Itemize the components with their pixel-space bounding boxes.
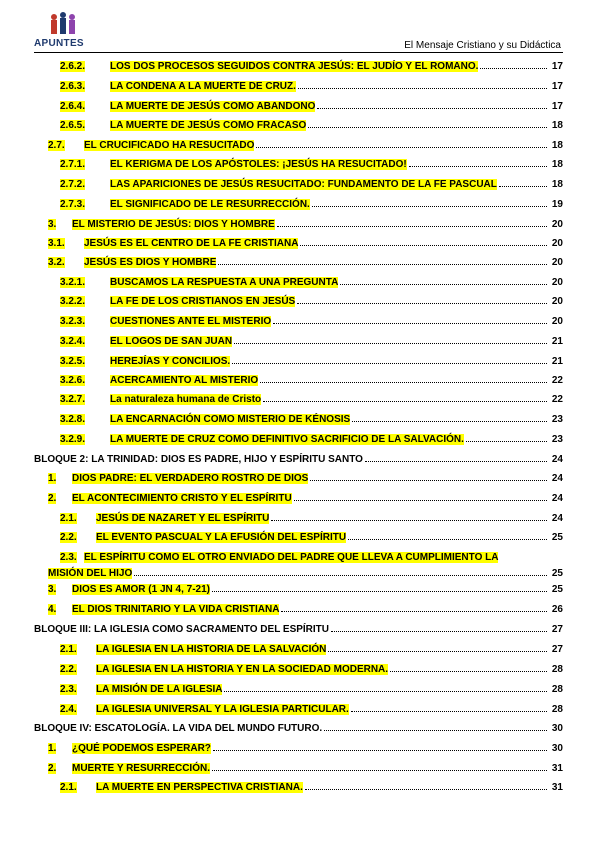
dot-leader: [390, 670, 547, 672]
toc-title: LA MISIÓN DE LA IGLESIA: [96, 684, 223, 695]
toc-row[interactable]: [0, 254, 599, 268]
toc-title: BLOQUE III: LA IGLESIA COMO SACRAMENTO DEL ESPÍRITU: [34, 624, 330, 635]
dot-leader: [409, 165, 547, 167]
toc-row[interactable]: [0, 581, 599, 595]
toc-row[interactable]: [0, 216, 599, 230]
toc-entry: [110, 156, 563, 170]
toc-row[interactable]: [0, 470, 599, 484]
toc-page-number: 18: [551, 120, 563, 131]
toc-page-number: 20: [551, 316, 563, 327]
toc-page-number: 23: [551, 414, 563, 425]
logo-figures-icon: [46, 12, 80, 38]
dot-leader: [273, 322, 547, 324]
toc-title: BLOQUE 2: LA TRINIDAD: DIOS ES PADRE, HIJO Y ESPÍRITU SANTO: [34, 454, 363, 465]
toc-entry: [96, 641, 563, 655]
toc-title: JESÚS DE NAZARET Y EL ESPÍRITU: [96, 513, 270, 524]
toc-page-number: 31: [551, 782, 563, 793]
toc-page-number: 20: [551, 296, 563, 307]
toc-row[interactable]: [0, 490, 599, 504]
toc-row[interactable]: [0, 661, 599, 675]
toc-entry: [34, 720, 563, 734]
toc-entry: [110, 274, 563, 288]
toc-page-number: 17: [551, 61, 563, 72]
toc-number: 3.2.7.: [60, 394, 86, 405]
toc-entry: [96, 681, 563, 695]
toc-number: 3.: [48, 584, 57, 595]
toc-row[interactable]: [0, 333, 599, 347]
dot-leader: [224, 690, 547, 692]
toc-title: JESÚS ES DIOS Y HOMBRE: [84, 257, 217, 268]
toc-number: 2.1.: [60, 782, 77, 793]
toc-entry: [110, 411, 563, 425]
toc-title: EL LOGOS DE SAN JUAN: [110, 336, 233, 347]
toc-number: 4.: [48, 604, 57, 615]
toc-page-number: 17: [551, 101, 563, 112]
toc-page-number: 21: [551, 356, 563, 367]
toc-page-number: 27: [551, 624, 563, 635]
toc-page-number: 26: [551, 604, 563, 615]
toc-page-number: 18: [551, 179, 563, 190]
toc-page-number: 21: [551, 336, 563, 347]
dot-leader: [281, 610, 547, 612]
toc-number: 2.4.: [60, 704, 77, 715]
toc-title: LA IGLESIA UNIVERSAL Y LA IGLESIA PARTICULAR.: [96, 704, 349, 715]
dot-leader: [317, 107, 547, 109]
toc-row[interactable]: [0, 156, 599, 170]
toc-entry: [34, 451, 563, 465]
toc-number: 3.1.: [48, 238, 65, 249]
toc-title: ¿QUÉ PODEMOS ESPERAR?: [72, 743, 211, 754]
dot-leader: [277, 225, 547, 227]
toc-entry: [96, 779, 563, 793]
toc-page-number: 20: [551, 277, 563, 288]
toc-number: 2.2.: [60, 532, 77, 543]
toc-number: 3.2.: [48, 257, 65, 268]
toc-page-number: 24: [551, 473, 563, 484]
toc-title: EL CRUCIFICADO HA RESUCITADO: [84, 140, 255, 151]
toc-entry: [110, 333, 563, 347]
toc-row[interactable]: [0, 293, 599, 307]
toc-page-number: 24: [551, 513, 563, 524]
toc-entry: [110, 353, 563, 367]
dot-leader: [212, 590, 547, 592]
toc-number: 2.2.: [60, 664, 77, 675]
toc-title: LA MUERTE DE JESÚS COMO ABANDONO: [110, 101, 316, 112]
toc-row[interactable]: [0, 274, 599, 288]
toc-row[interactable]: [0, 313, 599, 327]
toc-entry: [110, 196, 563, 210]
toc-row[interactable]: [0, 137, 599, 151]
toc-row[interactable]: [0, 431, 599, 445]
toc-page-number: 20: [551, 257, 563, 268]
dot-leader: [466, 440, 547, 442]
toc-row[interactable]: [0, 235, 599, 249]
toc-page-number: 24: [551, 454, 563, 465]
toc-page-number: 23: [551, 434, 563, 445]
toc-row[interactable]: [0, 760, 599, 774]
dot-leader: [256, 146, 547, 148]
dot-leader: [348, 538, 547, 540]
toc-entry: [96, 701, 563, 715]
toc-page-number: 25: [551, 568, 563, 579]
toc-page-number: 31: [551, 763, 563, 774]
dot-leader: [134, 574, 547, 576]
toc-entry: [96, 529, 563, 543]
toc-page-number: 28: [551, 684, 563, 695]
toc-entry: [84, 235, 563, 249]
dot-leader: [312, 205, 547, 207]
dot-leader: [271, 519, 547, 521]
toc-title: BLOQUE IV: ESCATOLOGÍA. LA VIDA DEL MUNDO FUTURO.: [34, 723, 323, 734]
toc-entry: [72, 581, 563, 595]
toc-entry: [110, 391, 563, 405]
toc-title: CUESTIONES ANTE EL MISTERIO: [110, 316, 272, 327]
toc-entry-continuation: [48, 565, 563, 579]
toc-row[interactable]: [0, 176, 599, 190]
dot-leader: [499, 185, 547, 187]
toc-page-number: 18: [551, 140, 563, 151]
dot-leader: [213, 749, 547, 751]
toc-row[interactable]: [0, 701, 599, 715]
toc-number: 2.7.2.: [60, 179, 86, 190]
toc-entry: [110, 176, 563, 190]
toc-entry: [110, 78, 563, 92]
toc-number: 2.1.: [60, 644, 77, 655]
toc-entry: [72, 601, 563, 615]
toc-number: 3.2.6.: [60, 375, 86, 386]
toc-title-continuation: MISIÓN DEL HIJO: [48, 568, 133, 579]
toc-row[interactable]: [0, 601, 599, 615]
toc-number: 2.: [48, 493, 57, 504]
toc-row[interactable]: [0, 549, 599, 579]
toc-number: 2.6.2.: [60, 61, 86, 72]
toc-row[interactable]: [0, 779, 599, 793]
toc-title: LA MUERTE DE JESÚS COMO FRACASO: [110, 120, 307, 131]
toc-title: LA IGLESIA EN LA HISTORIA DE LA SALVACIÓN: [96, 644, 327, 655]
toc-page-number: 28: [551, 664, 563, 675]
toc-entry: [72, 490, 563, 504]
toc-title: LA FE DE LOS CRISTIANOS EN JESÚS: [110, 296, 296, 307]
toc-title: EL ACONTECIMIENTO CRISTO Y EL ESPÍRITU: [72, 493, 292, 504]
toc-row[interactable]: [0, 391, 599, 405]
toc-number: 2.7.1.: [60, 159, 86, 170]
toc-row[interactable]: [0, 196, 599, 210]
toc-entry: [110, 293, 563, 307]
toc-row[interactable]: [0, 529, 599, 543]
toc-title: La naturaleza humana de Cristo: [110, 394, 262, 405]
toc-number: 1.: [48, 473, 57, 484]
logo: [34, 10, 94, 50]
toc-page-number: 20: [551, 219, 563, 230]
header-divider: [34, 52, 563, 53]
dot-leader: [260, 381, 547, 383]
toc-number: 2.1.: [60, 513, 77, 524]
toc-title: LAS APARICIONES DE JESÚS RESUCITADO: FUNDAMENTO DE LA FE PASCUAL: [110, 179, 497, 190]
toc-title: BUSCAMOS LA RESPUESTA A UNA PREGUNTA: [110, 277, 339, 288]
dot-leader: [308, 126, 547, 128]
toc-entry: [96, 510, 563, 524]
toc-title: LA IGLESIA EN LA HISTORIA Y EN LA SOCIEDAD MODERNA.: [96, 664, 389, 675]
dot-leader: [294, 499, 547, 501]
toc-title: EL MISTERIO DE JESÚS: DIOS Y HOMBRE: [72, 219, 275, 230]
toc-title: EL KERIGMA DE LOS APÓSTOLES: ¡JESÚS HA RESUCITADO!: [110, 159, 407, 170]
toc-row[interactable]: [0, 411, 599, 425]
dot-leader: [305, 788, 547, 790]
toc-row[interactable]: [0, 510, 599, 524]
toc-entry: [84, 254, 563, 268]
toc-row[interactable]: [0, 58, 599, 72]
dot-leader: [328, 650, 547, 652]
toc-entry: [110, 372, 563, 386]
toc-page-number: 17: [551, 81, 563, 92]
toc-title: LA MUERTE EN PERSPECTIVA CRISTIANA.: [96, 782, 303, 793]
toc-page-number: 20: [551, 238, 563, 249]
toc-entry: [110, 313, 563, 327]
toc-row[interactable]: [0, 451, 599, 465]
toc-row[interactable]: [0, 353, 599, 367]
toc-title: JESÚS ES EL CENTRO DE LA FE CRISTIANA: [84, 238, 299, 249]
toc-title: LA MUERTE DE CRUZ COMO DEFINITIVO SACRIFICIO DE LA SALVACIÓN.: [110, 434, 464, 445]
toc-title: EL EVENTO PASCUAL Y LA EFUSIÓN DEL ESPÍRITU: [96, 532, 347, 543]
toc-row[interactable]: [0, 720, 599, 734]
toc-page-number: 25: [551, 584, 563, 595]
toc-entry: [72, 760, 563, 774]
toc-title: LA ENCARNACIÓN COMO MISTERIO DE KÉNOSIS: [110, 414, 351, 425]
toc-page-number: 30: [551, 723, 563, 734]
toc-number: 1.: [48, 743, 57, 754]
logo-text: APUNTES: [34, 38, 84, 49]
dot-leader: [232, 362, 547, 364]
toc-number: 3.2.5.: [60, 356, 86, 367]
toc-number: 2.6.4.: [60, 101, 86, 112]
toc-title: DIOS PADRE: EL VERDADERO ROSTRO DE DIOS: [72, 473, 309, 484]
toc-title: EL SIGNIFICADO DE LE RESURRECCIÓN.: [110, 199, 310, 210]
dot-leader: [480, 67, 547, 69]
toc-entry: [110, 58, 563, 72]
toc-entry: [110, 117, 563, 131]
toc-number: 2.3.: [60, 684, 77, 695]
toc-entry: [96, 661, 563, 675]
toc-number: 2.: [48, 763, 57, 774]
toc-entry: [110, 98, 563, 112]
dot-leader: [324, 729, 547, 731]
toc-title: DIOS ES AMOR (1 JN 4, 7-21): [72, 584, 210, 595]
toc-page-number: 28: [551, 704, 563, 715]
toc-page-number: 18: [551, 159, 563, 170]
dot-leader: [297, 302, 547, 304]
dot-leader: [340, 283, 547, 285]
toc-entry: [72, 470, 563, 484]
toc-title: LA CONDENA A LA MUERTE DE CRUZ.: [110, 81, 296, 92]
toc-entry: [110, 431, 563, 445]
toc-entry: [84, 137, 563, 151]
toc-row[interactable]: [0, 641, 599, 655]
toc-page-number: 25: [551, 532, 563, 543]
dot-leader: [218, 263, 547, 265]
document-title: El Mensaje Cristiano y su Didáctica: [404, 40, 561, 51]
toc-number: 2.7.3.: [60, 199, 86, 210]
toc-row[interactable]: [0, 740, 599, 754]
toc-entry: [72, 216, 563, 230]
toc-row[interactable]: [0, 117, 599, 131]
toc-title: LOS DOS PROCESOS SEGUIDOS CONTRA JESÚS: EL JUDÍO Y EL ROMANO.: [110, 61, 479, 72]
toc-number: 3.2.4.: [60, 336, 86, 347]
toc-number: 3.2.3.: [60, 316, 86, 327]
toc-number: 3.2.2.: [60, 296, 86, 307]
dot-leader: [212, 769, 547, 771]
toc-number: 3.2.1.: [60, 277, 86, 288]
toc-row[interactable]: [0, 372, 599, 386]
dot-leader: [263, 400, 547, 402]
dot-leader: [365, 460, 547, 462]
toc-row[interactable]: [0, 681, 599, 695]
toc-title: HEREJÍAS Y CONCILIOS.: [110, 356, 231, 367]
toc-page-number: 19: [551, 199, 563, 210]
toc-title: MUERTE Y RESURRECCIÓN.: [72, 763, 210, 774]
dot-leader: [351, 710, 547, 712]
toc-title: ACERCAMIENTO AL MISTERIO: [110, 375, 259, 386]
toc-number: 2.6.3.: [60, 81, 86, 92]
toc-entry: [34, 621, 563, 635]
toc-page-number: 22: [551, 375, 563, 386]
toc-page-number: 24: [551, 493, 563, 504]
toc-page-number: 30: [551, 743, 563, 754]
toc-row[interactable]: [0, 98, 599, 112]
toc-title: EL DIOS TRINITARIO Y LA VIDA CRISTIANA: [72, 604, 280, 615]
toc-title: EL ESPÍRITU COMO EL OTRO ENVIADO DEL PADRE QUE LLEVA A CUMPLIMIENTO LA: [84, 552, 499, 563]
dot-leader: [234, 342, 547, 344]
toc-number: 3.: [48, 219, 57, 230]
toc-row[interactable]: [0, 621, 599, 635]
toc-number: 3.2.9.: [60, 434, 86, 445]
toc-number: 2.7.: [48, 140, 65, 151]
toc-page-number: 22: [551, 394, 563, 405]
dot-leader: [300, 244, 547, 246]
toc-number: 2.3.: [60, 552, 77, 563]
dot-leader: [298, 87, 547, 89]
dot-leader: [352, 420, 547, 422]
toc-number: 2.6.5.: [60, 120, 86, 131]
toc-row[interactable]: [0, 78, 599, 92]
toc-entry: [72, 740, 563, 754]
toc-number: 3.2.8.: [60, 414, 86, 425]
dot-leader: [331, 630, 547, 632]
dot-leader: [310, 479, 547, 481]
toc-page-number: 27: [551, 644, 563, 655]
